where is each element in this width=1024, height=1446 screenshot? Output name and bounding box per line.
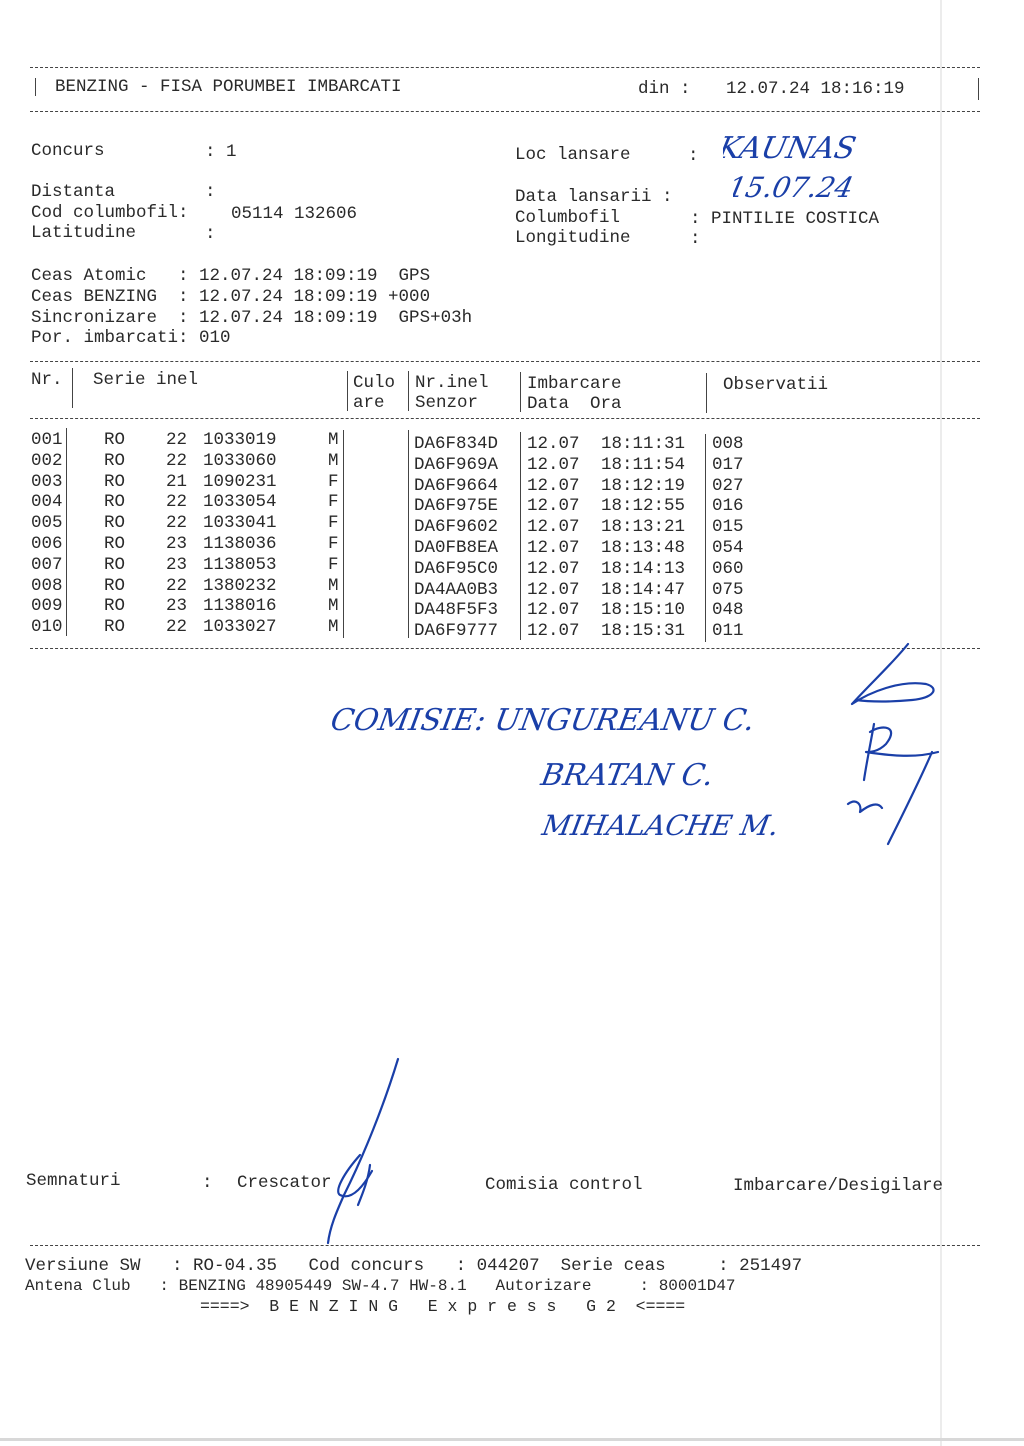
cell-time: 18:14:47 <box>601 579 686 600</box>
sincronizare-line: Sincronizare : 12.07.24 18:09:19 GPS+03h <box>31 308 473 328</box>
cell-time: 18:14:13 <box>601 558 686 579</box>
loc-lansare-label: Loc lansare <box>515 145 631 165</box>
col-nrinel-header-1: Nr.inel <box>415 373 489 393</box>
ceas-atomic-line: Ceas Atomic : 12.07.24 18:09:19 GPS <box>31 266 431 286</box>
cell-obs: 060 <box>712 558 744 579</box>
header-top-rule <box>30 67 980 68</box>
cell-obs: 075 <box>712 579 744 600</box>
cell-sex: M <box>328 575 339 596</box>
cell-obs: 011 <box>712 621 744 642</box>
cell-time: 18:12:19 <box>601 475 686 496</box>
cell-date: 12.07 <box>527 434 580 454</box>
hdr-sep-3 <box>408 371 409 411</box>
cell-nr: 008 <box>31 575 63 596</box>
cell-ring: 1380232 <box>203 575 277 596</box>
cell-date: 12.07 <box>527 496 580 517</box>
handwritten-commission-line-3: MIHALACHE M. <box>539 809 782 842</box>
col-serie-header: Serie inel <box>93 370 199 390</box>
col-imbarcare-header-2: Data Ora <box>527 394 622 414</box>
cell-obs: 016 <box>712 496 744 517</box>
cell-sensor: DA6F969A <box>414 454 499 475</box>
cell-ring: 1138036 <box>203 534 277 554</box>
cell-sensor: DA6F95C0 <box>414 558 499 579</box>
cell-country: RO <box>104 492 126 513</box>
cell-obs: 015 <box>712 517 744 538</box>
semnaturi-label: Semnaturi <box>26 1171 121 1191</box>
data-lansarii-handwritten <box>733 165 933 207</box>
crescator-signature <box>300 1055 410 1255</box>
columbofil-label: Columbofil <box>515 208 621 228</box>
table-header-rule <box>30 418 980 419</box>
footer-antena-line: Antena Club : BENZING 48905449 SW-4.7 HW-8.1 Autorizare : 80001D47 <box>25 1277 736 1295</box>
cell-year: 21 <box>166 471 188 492</box>
concurs-label: Concurs <box>31 141 105 161</box>
cell-nr: 003 <box>31 471 63 492</box>
ceas-benzing-line: Ceas BENZING : 12.07.24 18:09:19 +000 <box>31 287 431 307</box>
table-top-rule <box>30 361 980 362</box>
header-left-bar <box>35 78 36 96</box>
cell-country: RO <box>104 450 126 471</box>
cell-date: 12.07 <box>527 579 580 600</box>
footer-versiune-line: Versiune SW : RO-04.35 Cod concurs : 044207 Serie ceas : 251497 <box>25 1256 803 1276</box>
cell-country: RO <box>104 554 126 575</box>
data-lansarii-label: Data lansarii : <box>515 187 673 207</box>
body-sep-1 <box>66 428 67 636</box>
semnaturi-colon: : <box>202 1173 213 1193</box>
cell-ring: 1033027 <box>203 617 277 638</box>
print-datetime: 12.07.24 18:16:19 <box>726 79 905 99</box>
cell-year: 23 <box>166 554 188 575</box>
cell-ring: 1033019 <box>203 430 277 450</box>
latitudine-value: : <box>205 224 216 244</box>
handwritten-commission-line-2: BRATAN C. <box>538 758 717 793</box>
cell-sex: F <box>328 554 339 575</box>
cell-ring: 1033054 <box>203 492 277 513</box>
cell-ring: 1138016 <box>203 596 277 617</box>
commission-initials-signatures <box>830 640 960 860</box>
cod-columbofil-label: Cod columbofil: <box>31 203 189 223</box>
cell-year: 23 <box>166 534 188 554</box>
cod-columbofil-value: 05114 132606 <box>231 204 358 224</box>
cell-ring: 1090231 <box>203 471 277 492</box>
cell-date: 12.07 <box>527 517 580 538</box>
cell-sex: M <box>328 617 339 638</box>
cell-sensor: DA6F834D <box>414 434 499 454</box>
cell-obs: 054 <box>712 538 744 558</box>
comisia-control-label: Comisia control <box>485 1175 643 1195</box>
cell-obs: 017 <box>712 454 744 475</box>
cell-date: 12.07 <box>527 538 580 558</box>
cell-date: 12.07 <box>527 600 580 621</box>
cell-obs: 027 <box>712 475 744 496</box>
cell-country: RO <box>104 534 126 554</box>
document-title: BENZING - FISA PORUMBEI IMBARCATI <box>55 77 402 97</box>
cell-year: 22 <box>166 617 188 638</box>
cell-year: 23 <box>166 596 188 617</box>
cell-date: 12.07 <box>527 454 580 475</box>
hdr-sep-2 <box>347 371 348 411</box>
cell-time: 18:11:31 <box>601 434 686 454</box>
cell-year: 22 <box>166 492 188 513</box>
cell-nr: 001 <box>31 430 63 450</box>
cell-obs: 048 <box>712 600 744 621</box>
cell-country: RO <box>104 617 126 638</box>
col-culoare-header-2: are <box>353 393 385 413</box>
loc-lansare-handwritten <box>723 128 913 168</box>
cell-time: 18:13:21 <box>601 517 686 538</box>
cell-nr: 002 <box>31 450 63 471</box>
cell-nr: 009 <box>31 596 63 617</box>
cell-sensor: DA6F9602 <box>414 517 499 538</box>
cell-sex: F <box>328 534 339 554</box>
header-bottom-rule <box>30 111 980 112</box>
body-sep-2 <box>343 430 344 638</box>
crescator-label: Crescator <box>237 1173 332 1193</box>
handwritten-commission-line-1: COMISIE: UNGUREANU C. <box>330 703 758 738</box>
col-nrinel-header-2: Senzor <box>415 393 479 413</box>
cell-country: RO <box>104 596 126 617</box>
cell-nr: 005 <box>31 513 63 534</box>
cell-sensor: DA6F9664 <box>414 475 499 496</box>
cell-sex: M <box>328 430 339 450</box>
cell-time: 18:11:54 <box>601 454 686 475</box>
cell-sex: M <box>328 596 339 617</box>
cell-date: 12.07 <box>527 558 580 579</box>
cell-sensor: DA6F9777 <box>414 621 499 642</box>
cell-ring: 1033041 <box>203 513 277 534</box>
latitudine-label: Latitudine <box>31 223 137 243</box>
distanta-value: : <box>205 182 216 202</box>
col-nr-header: Nr. <box>31 370 63 390</box>
cell-year: 22 <box>166 575 188 596</box>
cell-nr: 004 <box>31 492 63 513</box>
body-sep-3 <box>408 430 409 638</box>
cell-obs: 008 <box>712 434 744 454</box>
cell-date: 12.07 <box>527 475 580 496</box>
imbarcare-desigilare-label: Imbarcare/Desigilare <box>733 1176 944 1196</box>
footer-top-rule <box>30 1245 980 1246</box>
footer-benzing-express-line: ====> B E N Z I N G E x p r e s s G 2 <==== <box>200 1297 686 1316</box>
cell-sensor: DA48F5F3 <box>414 600 499 621</box>
header-right-bar <box>978 78 979 100</box>
col-imbarcare-header-1: Imbarcare <box>527 374 622 394</box>
body-sep-4 <box>520 432 521 640</box>
data-lansarii-value: 15.07.24 <box>733 171 857 204</box>
cell-ring: 1033060 <box>203 450 277 471</box>
cell-nr: 006 <box>31 534 63 554</box>
cell-country: RO <box>104 430 126 450</box>
columbofil-value: : PINTILIE COSTICA <box>690 209 880 229</box>
loc-lansare-value: KAUNAS <box>723 131 859 166</box>
col-observatii-header: Observatii <box>723 375 829 395</box>
cell-time: 18:15:10 <box>601 600 686 621</box>
loc-lansare-colon: : <box>688 146 699 166</box>
distanta-label: Distanta <box>31 182 116 202</box>
hdr-sep-4 <box>520 372 521 412</box>
col-culoare-header-1: Culo <box>353 373 396 393</box>
longitudine-label: Longitudine <box>515 228 631 248</box>
cell-country: RO <box>104 575 126 596</box>
cell-sex: F <box>328 492 339 513</box>
cell-time: 18:13:48 <box>601 538 686 558</box>
body-sep-5 <box>705 434 706 642</box>
hdr-sep-1 <box>72 368 73 408</box>
porumbei-imbarcati-line: Por. imbarcati: 010 <box>31 328 231 348</box>
cell-time: 18:12:55 <box>601 496 686 517</box>
cell-ring: 1138053 <box>203 554 277 575</box>
hdr-sep-5 <box>706 373 707 413</box>
cell-nr: 007 <box>31 554 63 575</box>
cell-sex: M <box>328 450 339 471</box>
cell-country: RO <box>104 471 126 492</box>
concurs-value: : 1 <box>205 142 237 162</box>
cell-country: RO <box>104 513 126 534</box>
longitudine-value: : <box>690 229 701 249</box>
cell-year: 22 <box>166 513 188 534</box>
cell-year: 22 <box>166 450 188 471</box>
cell-time: 18:15:31 <box>601 621 686 642</box>
cell-sex: F <box>328 471 339 492</box>
cell-nr: 010 <box>31 617 63 638</box>
cell-year: 22 <box>166 430 188 450</box>
scan-bottom-edge <box>0 1438 1024 1441</box>
cell-sensor: DA6F975E <box>414 496 499 517</box>
din-label: din : <box>638 79 691 99</box>
cell-sensor: DA4AA0B3 <box>414 579 499 600</box>
cell-sensor: DA0FB8EA <box>414 538 499 558</box>
cell-sex: F <box>328 513 339 534</box>
cell-date: 12.07 <box>527 621 580 642</box>
